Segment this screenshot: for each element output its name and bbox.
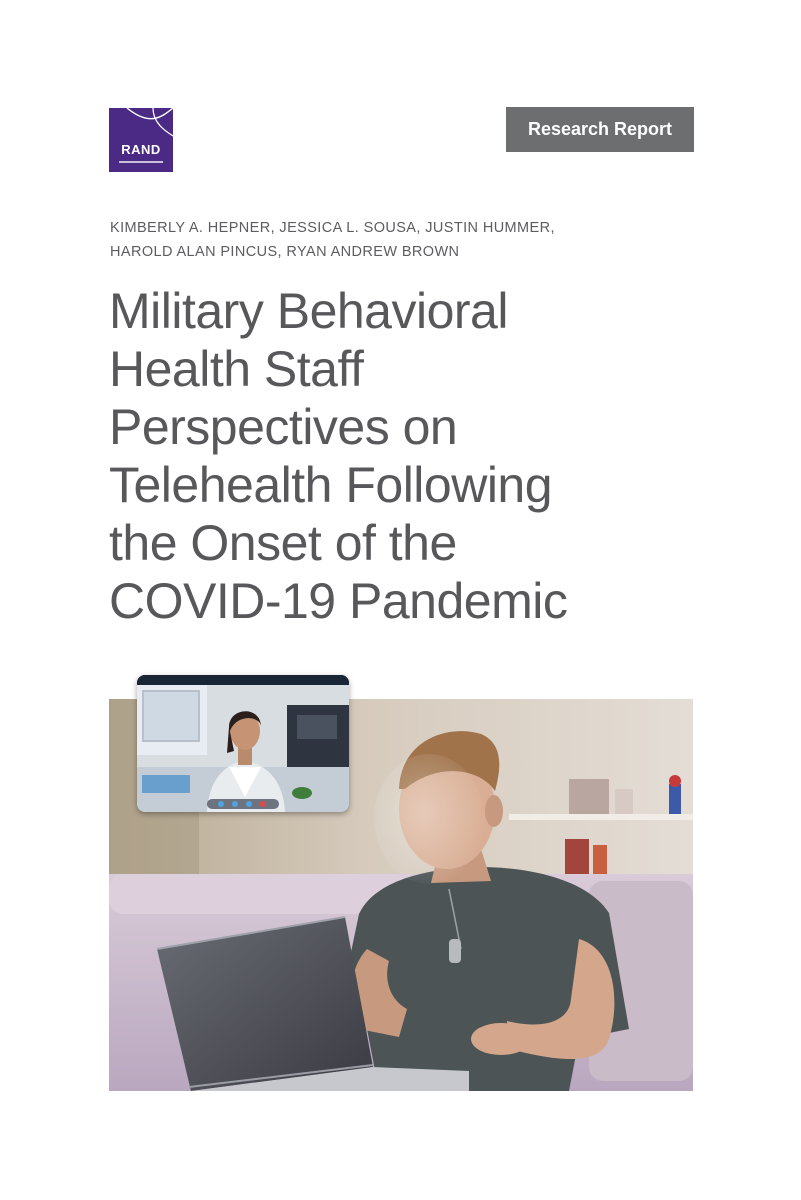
logo-subline [119, 161, 163, 163]
video-call-illustration [137, 675, 349, 812]
title-line: COVID-19 Pandemic [109, 573, 568, 629]
title-line: Health Staff [109, 341, 364, 397]
author-list [110, 216, 710, 264]
title-line: Military Behavioral [109, 283, 508, 339]
title-line: Telehealth Following [109, 457, 553, 513]
title-line: the Onset of the [109, 515, 457, 571]
research-report-badge: Research Report [506, 107, 694, 152]
rand-logo [109, 108, 173, 172]
title-line: Perspectives on [109, 399, 458, 455]
logo-wordmark: RAND [121, 142, 161, 157]
author-line: HAROLD ALAN PINCUS, RYAN ANDREW BROWN [110, 244, 460, 260]
report-title [109, 282, 709, 630]
author-line: KIMBERLY A. HEPNER, JESSICA L. SOUSA, JUSTIN HUMMER, [110, 220, 555, 236]
video-call-inset [137, 675, 349, 812]
